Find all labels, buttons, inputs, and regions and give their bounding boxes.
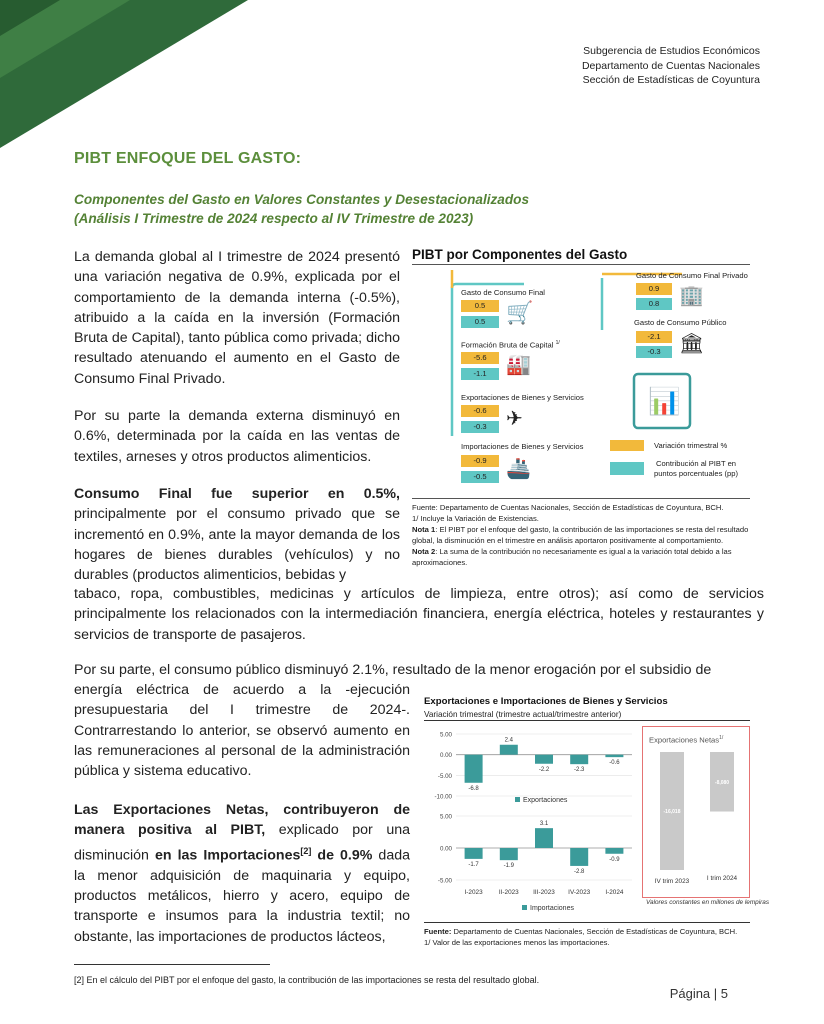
chart-title: Exportaciones e Importaciones de Bienes y Servicios (424, 696, 668, 707)
legend-label: Importaciones (530, 905, 574, 912)
tick-label: 5.00 (439, 731, 452, 739)
tick-label: -10.00 (434, 793, 452, 801)
bold-imports: en las Importaciones (154, 847, 301, 864)
item-label-fbc (461, 340, 560, 350)
item-label-consumo-final: Gasto de Consumo Final (461, 288, 545, 297)
net-data-label: -16,018 (663, 809, 681, 815)
data-label: -6.8 (468, 785, 479, 792)
paragraph-text: principalmente por el consumo privado que se incrementó en 0.9%, ante la mayor demanda de los hogares de bienes durables (vehículos) y no durables (productos alimenticios, bebidas y (74, 506, 400, 584)
item-label-importaciones: Importaciones de Bienes y Servicios (461, 442, 584, 451)
footnote-ref: [2] (300, 845, 312, 856)
bold-value: de 0.9% (311, 847, 373, 864)
label-text: Formación Bruta de Capital (461, 340, 554, 350)
subtitle-line: (Análisis I Trimestre de 2024 respecto al IV Trimestre de 2023) (74, 211, 474, 226)
paragraph-final-consumption (74, 484, 400, 585)
category-label: I-2024 (605, 889, 624, 896)
net-data-label: -8,080 (714, 779, 730, 786)
dept-line: Departamento de Cuentas Nacionales (581, 59, 760, 72)
var-box: -0.6 (461, 405, 499, 417)
bar (605, 848, 623, 854)
data-label: -1.7 (468, 861, 479, 868)
note-2 (412, 524, 752, 546)
net-exports-chart (642, 740, 750, 910)
net-category-label: IV trim 2023 (654, 878, 690, 885)
source-label: Fuente: (424, 927, 452, 936)
building-icon: 🏢 (679, 285, 704, 307)
tick-label: 0.00 (439, 845, 452, 853)
contrib-box: 0.5 (461, 316, 499, 328)
infographic-bottom-rule (412, 498, 750, 499)
paragraph-text: dada la menor adquisición de maquinaria y equipo, productos metálicos, hierro y acero, equipo de transporte e insumos para la industria textil; no obstante, las importaciones de productos lácteos, (74, 847, 410, 945)
infographic-top-rule (412, 264, 750, 265)
contrib-box: -1.1 (461, 368, 499, 380)
tick-label: 0.00 (439, 752, 452, 760)
var-box: -2.1 (636, 331, 672, 343)
item-label-consumo-publico: Gasto de Consumo Público (634, 318, 727, 327)
data-label: 3.1 (539, 821, 549, 828)
chart-subtitle: Variación trimestral (trimestre actual/trimestre anterior) (424, 710, 622, 719)
category-label: II-2023 (498, 889, 519, 896)
bold-lead: Consumo Final fue superior en 0.5%, (74, 486, 400, 502)
note-text: : La suma de la contribución no necesariamente es igual a la variación total debido a las aproximaciones. (412, 547, 732, 567)
title-sup: 1/ (719, 735, 724, 741)
note-label: Nota 2 (412, 547, 436, 556)
paragraph-final-consumption-cont: tabaco, ropa, combustibles, medicinas y artículos de limpieza, entre otros); así como de servicios principalmente los relacionados con la intermediación financiera, energía eléctrica, hoteles y restaurantes y servicios de transporte de pasajeros. (74, 586, 764, 643)
label-sup: 1/ (555, 340, 560, 346)
bar (535, 828, 553, 848)
chart-source (424, 926, 764, 937)
bar (465, 848, 483, 859)
paragraph-public-consumption: energía eléctrica de acuerdo a la -ejecución presupuestaria del I trimestre de 2024-. Contrarrestando lo anterior, se observó aumento en las remuneraciones al personal de la administración pública y sistema educativo. (74, 682, 410, 780)
legend-label: Exportaciones (523, 797, 568, 804)
factory-icon: 🏭 (506, 354, 531, 376)
infographic-title: PIBT por Componentes del Gasto (412, 247, 628, 262)
trade-bar-chart (420, 722, 640, 922)
bar (570, 848, 588, 866)
var-box: 0.5 (461, 300, 499, 312)
var-box: 0.9 (636, 283, 672, 295)
note-label: Nota 1 (412, 525, 436, 534)
data-label: -0.6 (609, 760, 620, 767)
corner-decoration (0, 0, 250, 150)
paragraph-text: explicado por una disminución (74, 822, 410, 864)
data-label: -1.9 (503, 863, 514, 870)
legend-var-label: Variación trimestral % (654, 441, 728, 450)
unit-note: Valores constantes en millones de lempiras (646, 899, 770, 906)
bar (535, 755, 553, 764)
data-label: -2.3 (574, 767, 585, 774)
contrib-box: -0.3 (461, 421, 499, 433)
subtitle-line: Componentes del Gasto en Valores Constantes y Desestacionalizados (74, 192, 530, 207)
data-label: 2.4 (504, 737, 513, 744)
bar (465, 755, 483, 783)
paragraph-public-line: Por su parte, el consumo público disminuyó 2.1%, resultado de la menor erogación por el subsidio de (74, 662, 712, 678)
bar (500, 848, 518, 860)
note-1: 1/ Incluye la Variación de Existencias. (412, 514, 539, 523)
footnote: [2] En el cálculo del PIBT por el enfoque del gasto, la contribución de las importaciones se resta del resultado global. (74, 975, 540, 985)
paragraph-demand: La demanda global al I trimestre de 2024 presentó una variación negativa de 0.9%, explicada por el comportamiento de la demanda interna (-0.5%), atribuido a la caída en la inversión (Formación Bruta de Capital), tanto pública como privada; dicho resultado atenuando el aumento en el Gasto de Consumo Final Privado. (74, 249, 400, 387)
chart-note-1: 1/ Valor de las exportaciones menos las importaciones. (424, 938, 610, 947)
category-label: IV-2023 (568, 889, 591, 896)
public-building-icon: 🏛 (679, 333, 705, 355)
note-3 (412, 546, 752, 568)
bar (605, 755, 623, 757)
var-box: -0.9 (461, 455, 499, 467)
contrib-box: -0.3 (636, 346, 672, 358)
dept-line: Sección de Estadísticas de Coyuntura (582, 74, 760, 86)
var-box: -5.6 (461, 352, 499, 364)
cart-icon: 🛒 (506, 300, 534, 325)
legend-swatch (515, 797, 520, 802)
bold-lead: Las Exportaciones Netas, contribuyeron de manera positiva al PIBT, (74, 802, 410, 839)
presentation-icon: 📊 (648, 386, 681, 416)
paragraph-net-exports (74, 800, 410, 947)
legend-swatch (522, 905, 527, 910)
net-category-label: I trim 2024 (706, 875, 738, 882)
title-text: Exportaciones Netas (649, 735, 720, 745)
item-label-consumo-privado: Gasto de Consumo Final Privado (636, 271, 748, 280)
infographic-notes (412, 502, 752, 568)
contrib-box: 0.8 (636, 298, 672, 310)
contrib-box: -0.5 (461, 471, 499, 483)
chart-rule (424, 720, 750, 721)
data-label: -2.2 (538, 766, 550, 773)
airplane-icon: ✈ (506, 408, 523, 430)
dept-line: Subgerencia de Estudios Económicos (583, 45, 760, 57)
legend-var-swatch (610, 440, 644, 451)
footnote-rule (74, 964, 270, 965)
ship-icon: 🚢 (506, 458, 531, 480)
page-number: Página | 5 (669, 986, 728, 1001)
tick-label: -5.00 (437, 877, 452, 885)
category-label: III-2023 (533, 889, 555, 896)
chart-notes (424, 926, 764, 948)
tick-label: -5.00 (437, 772, 452, 780)
department-header (582, 44, 760, 88)
tick-label: 5.00 (439, 813, 452, 821)
data-label: -0.9 (609, 856, 620, 863)
source-text: Departamento de Cuentas Nacionales, Sección de Estadísticas de Coyuntura, BCH. (451, 927, 738, 936)
note-text: : El PIBT por el enfoque del gasto, la contribución de las importaciones se resta del resultado global, la disminución en el trimestre en análisis aportaron positivamente al comportamiento. (412, 525, 749, 545)
legend-contrib-label: Contribución al PIBT en puntos porcentuales (pp) (653, 459, 738, 478)
bar (500, 745, 518, 755)
note-source: Fuente: Departamento de Cuentas Nacionales, Sección de Estadísticas de Coyuntura, BCH. (412, 503, 724, 512)
paragraph-external-demand: Por su parte la demanda externa disminuyó en 0.6%, determinada por la caída en las ventas de textiles, arneses y otros productos alimenticios. (74, 408, 400, 465)
bar (570, 755, 588, 765)
data-label: -2.8 (574, 868, 585, 875)
category-label: I-2023 (464, 889, 483, 896)
chart-bottom-rule (424, 922, 750, 923)
section-subtitle (74, 190, 529, 228)
section-title: PIBT ENFOQUE DEL GASTO: (74, 150, 302, 167)
item-label-exportaciones: Exportaciones de Bienes y Servicios (461, 393, 584, 402)
legend-contrib-swatch (610, 462, 644, 475)
